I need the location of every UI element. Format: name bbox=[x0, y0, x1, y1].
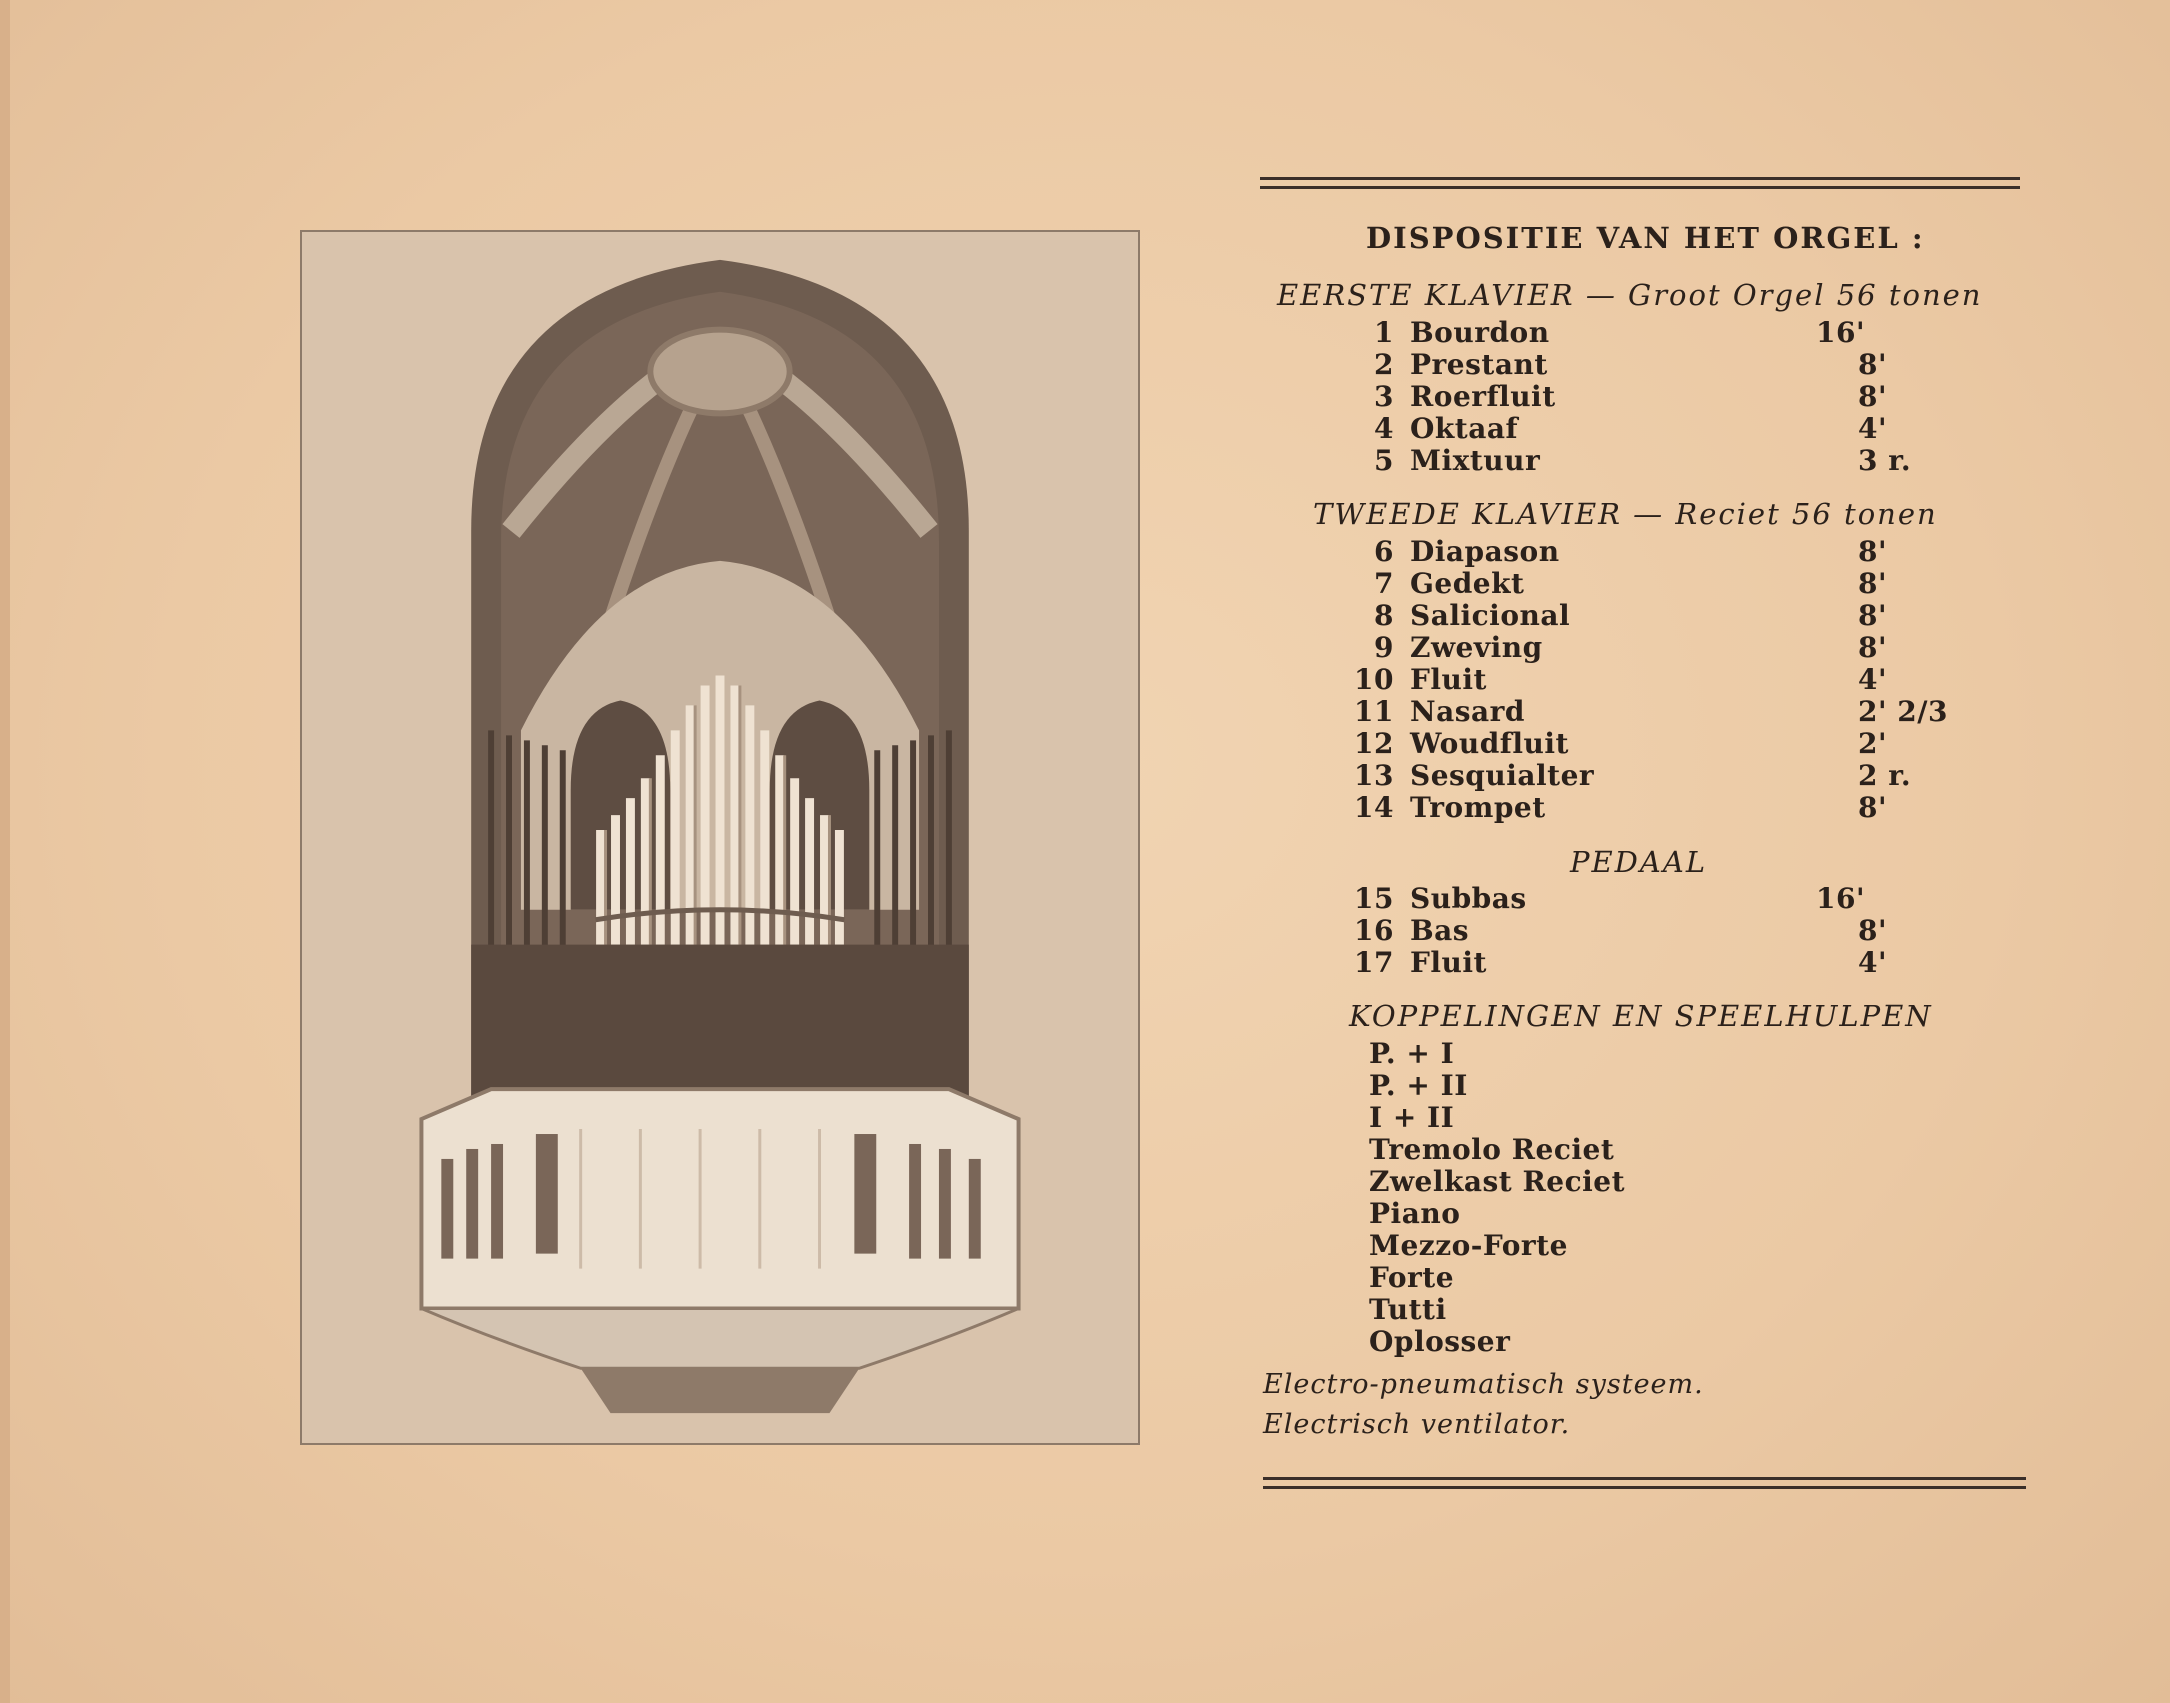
stop-number: 5 bbox=[1374, 444, 1394, 477]
stop-size: 8' bbox=[1858, 914, 1888, 947]
stop-number: 1 bbox=[1374, 316, 1394, 349]
organ-photo bbox=[300, 230, 1140, 1445]
stop-name: Diapason bbox=[1410, 535, 1560, 568]
stop-name: Mixtuur bbox=[1410, 444, 1541, 477]
stop-name: Trompet bbox=[1410, 791, 1546, 824]
stop-number: 2 bbox=[1374, 348, 1394, 381]
stop-number: 3 bbox=[1374, 380, 1394, 413]
stop-number: 14 bbox=[1354, 791, 1394, 824]
stop-name: Fluit bbox=[1410, 946, 1487, 979]
stop-size: 2 r. bbox=[1858, 759, 1912, 792]
stop-size: 8' bbox=[1858, 791, 1888, 824]
top-double-rule bbox=[1260, 177, 2020, 189]
stop-number: 8 bbox=[1374, 599, 1394, 632]
stop-number: 6 bbox=[1374, 535, 1394, 568]
stop-number: 15 bbox=[1354, 882, 1394, 915]
coupler-item: Forte bbox=[1369, 1261, 1455, 1294]
coupler-item: P. + I bbox=[1369, 1037, 1455, 1070]
stop-number: 9 bbox=[1374, 631, 1394, 664]
stop-number: 13 bbox=[1354, 759, 1394, 792]
stop-number: 4 bbox=[1374, 412, 1394, 445]
stop-name: Bourdon bbox=[1410, 316, 1550, 349]
coupler-item: Oplosser bbox=[1369, 1325, 1511, 1358]
stop-size: 2' 2/3 bbox=[1858, 695, 1948, 728]
stop-size: 16' bbox=[1816, 882, 1866, 915]
stop-name: Sesquialter bbox=[1410, 759, 1595, 792]
stop-name: Oktaaf bbox=[1410, 412, 1519, 445]
coupler-item: Piano bbox=[1369, 1197, 1461, 1230]
ventilator-note: Electrisch ventilator. bbox=[1263, 1409, 1571, 1440]
stop-size: 4' bbox=[1858, 412, 1888, 445]
system-note: Electro-pneumatisch systeem. bbox=[1263, 1369, 1704, 1400]
stop-number: 10 bbox=[1354, 663, 1394, 696]
stop-size: 8' bbox=[1858, 380, 1888, 413]
stop-number: 7 bbox=[1374, 567, 1394, 600]
stop-name: Woudfluit bbox=[1410, 727, 1569, 760]
stop-size: 16' bbox=[1816, 316, 1866, 349]
stop-size: 8' bbox=[1858, 631, 1888, 664]
page-heading: DISPOSITIE VAN HET ORGEL : bbox=[1366, 221, 1925, 255]
stop-name: Gedekt bbox=[1410, 567, 1525, 600]
stop-number: 11 bbox=[1354, 695, 1394, 728]
stop-name: Salicional bbox=[1410, 599, 1571, 632]
manual-2-title: TWEEDE KLAVIER — Reciet 56 tonen bbox=[1313, 497, 1938, 531]
couplers-title: KOPPELINGEN EN SPEELHULPEN bbox=[1349, 999, 1933, 1033]
coupler-item: I + II bbox=[1369, 1101, 1455, 1134]
stop-size: 8' bbox=[1858, 567, 1888, 600]
stop-name: Zweving bbox=[1410, 631, 1543, 664]
coupler-item: Tutti bbox=[1369, 1293, 1447, 1326]
coupler-item: Zwelkast Reciet bbox=[1369, 1165, 1625, 1198]
stop-number: 12 bbox=[1354, 727, 1394, 760]
stop-size: 4' bbox=[1858, 663, 1888, 696]
stop-name: Roerfluit bbox=[1410, 380, 1556, 413]
manual-1-title: EERSTE KLAVIER — Groot Orgel 56 tonen bbox=[1277, 278, 1983, 312]
stop-number: 16 bbox=[1354, 914, 1394, 947]
bottom-double-rule bbox=[1263, 1477, 2026, 1489]
stop-name: Fluit bbox=[1410, 663, 1487, 696]
stop-size: 8' bbox=[1858, 535, 1888, 568]
stop-size: 4' bbox=[1858, 946, 1888, 979]
stop-name: Bas bbox=[1410, 914, 1470, 947]
page-edge bbox=[0, 0, 10, 1703]
organ-illustration bbox=[302, 232, 1138, 1443]
coupler-item: Tremolo Reciet bbox=[1369, 1133, 1615, 1166]
stop-name: Nasard bbox=[1410, 695, 1525, 728]
coupler-item: P. + II bbox=[1369, 1069, 1468, 1102]
stop-size: 8' bbox=[1858, 599, 1888, 632]
pedal-title: PEDAAL bbox=[1570, 845, 1708, 879]
coupler-item: Mezzo-Forte bbox=[1369, 1229, 1568, 1262]
stop-size: 2' bbox=[1858, 727, 1888, 760]
stop-name: Subbas bbox=[1410, 882, 1527, 915]
stop-size: 3 r. bbox=[1858, 444, 1912, 477]
stop-name: Prestant bbox=[1410, 348, 1548, 381]
stop-number: 17 bbox=[1354, 946, 1394, 979]
stop-size: 8' bbox=[1858, 348, 1888, 381]
